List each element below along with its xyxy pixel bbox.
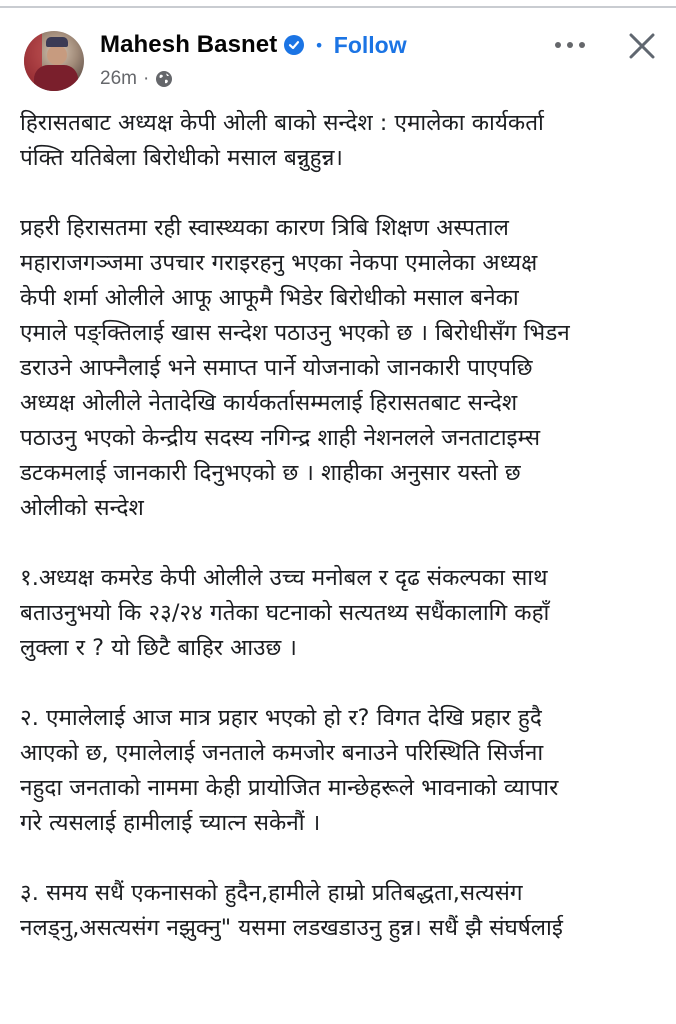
post-paragraph: २. एमालेलाई आज मात्र प्रहार भएको हो र? विगत देखि प्रहार हुदै आएको छ, एमालेलाई जनताले कमजोर बनाउने परिस्थिति सिर्जना नहुदा जनताको नाममा केही प्रायोजित मान्छेहरूले भावनाको व्यापार गरे त्यसलाई हामीलाई च्यात्न सकेनौं ।	[20, 705, 559, 836]
post-paragraph: प्रहरी हिरासतमा रही स्वास्थ्यका कारण त्रिबि शिक्षण अस्पताल महाराजगञ्जमा उपचार गराइरहनु भएका नेकपा एमालेका अध्यक्ष केपी शर्मा ओलीले आफू आफूमै भिडेर बिरोधीको मसाल बनेका एमाले पङ्क्तिलाई खास सन्देश पठाउनु भएको छ । बिरोधीसँग भिडन डराउने आफ्नैलाई भने समाप्त पार्ने योजनाको जानकारी पाएपछि अध्यक्ष ओलीले नेतादेखि कार्यकर्तासम्मलाई हिरासतबाट सन्देश पठाउनु भएको केन्द्रीय सदस्य नगिन्द्र शाही नेशनलले जनताटाइम्स डटकमलाई जानकारी दिनुभएको छ । शाहीका अनुसार यस्तो छ ओलीको सन्देश	[20, 215, 570, 521]
globe-icon[interactable]	[155, 70, 173, 88]
author-name[interactable]: Mahesh Basnet	[100, 31, 278, 58]
avatar[interactable]	[24, 31, 84, 91]
post-title-paragraph: हिरासतबाट अध्यक्ष केपी ओली बाको सन्देश : एमालेका कार्यकर्ता पंक्ति यतिबेला बिरोधीको मसाल बन्नुहुन्न।	[20, 110, 544, 171]
post-header	[0, 22, 676, 100]
top-divider	[0, 6, 676, 8]
follow-button[interactable]: Follow	[333, 31, 407, 58]
verified-badge-icon	[284, 35, 304, 55]
close-icon[interactable]	[622, 26, 662, 66]
post-time[interactable]: 26m	[100, 68, 137, 89]
post-paragraph: १.अध्यक्ष कमरेड केपी ओलीले उच्च मनोबल र दृढ संकल्पका साथ बताउनुभयो कि २३/२४ गतेका घटनाको सत्यतथ्य सधैंकालागि कहाँ लुक्ला र ? यो छिटै बाहिर आउछ ।	[20, 565, 550, 661]
meta-separator: ·	[142, 68, 150, 89]
post-meta	[100, 66, 173, 92]
separator-dot: •	[314, 35, 324, 55]
post-paragraph: ३. समय सधैं एकनासको हुदैन,हामीले हाम्रो प्रतिबद्धता,सत्यसंग नलड्नु,असत्यसंग नझुक्नु" यसमा लडखडाउनु हुन्न। सधैं झै संघर्षलाई	[20, 880, 563, 941]
post-body	[20, 106, 670, 981]
author-row	[100, 28, 407, 62]
more-options-icon[interactable]	[550, 30, 590, 60]
